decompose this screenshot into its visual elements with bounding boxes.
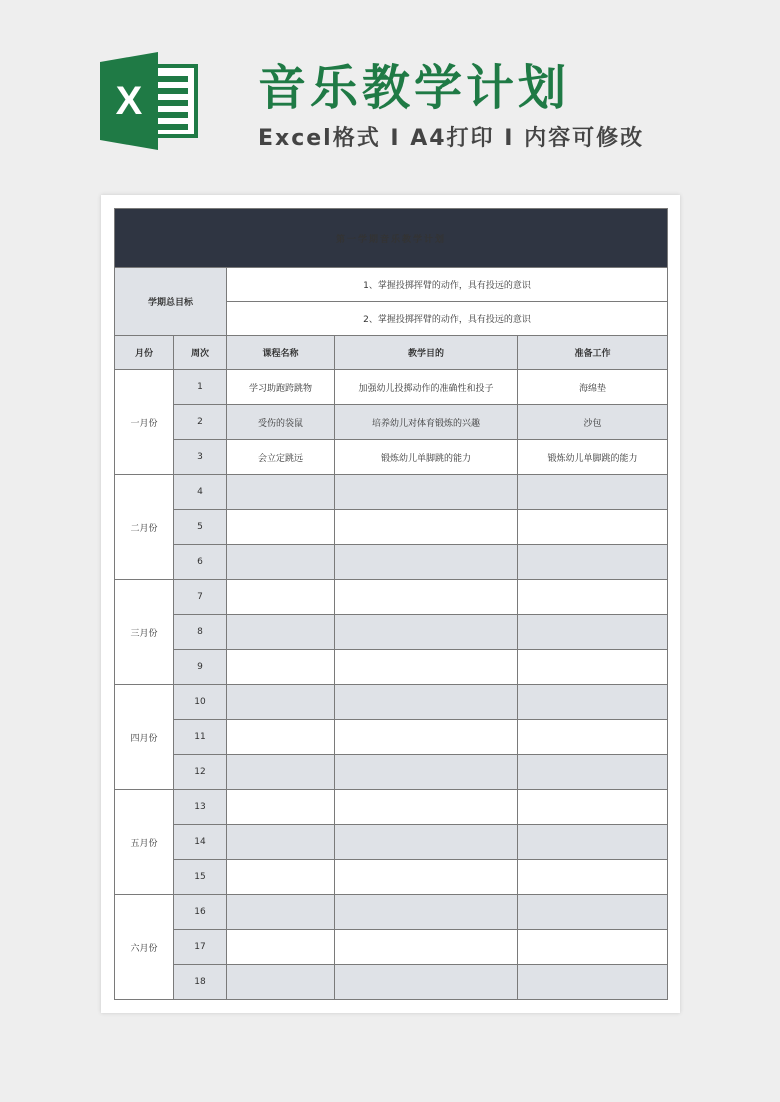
course-cell[interactable] <box>227 895 335 930</box>
course-cell[interactable]: 学习助跑跨跳物 <box>227 370 335 405</box>
month-label: 三月份 <box>115 580 174 685</box>
course-cell[interactable] <box>227 860 335 895</box>
page-header <box>0 0 780 195</box>
purpose-cell[interactable]: 培养幼儿对体育锻炼的兴趣 <box>335 405 518 440</box>
column-header-prep: 准备工作 <box>518 336 668 370</box>
course-cell[interactable] <box>227 790 335 825</box>
course-cell[interactable] <box>227 825 335 860</box>
goal-1: 1、掌握投掷挥臂的动作，具有投远的意识 <box>227 268 668 302</box>
prep-cell[interactable]: 锻炼幼儿单脚跳的能力 <box>518 440 668 475</box>
course-cell[interactable] <box>227 685 335 720</box>
week-number: 8 <box>174 615 227 650</box>
month-label: 四月份 <box>115 685 174 790</box>
purpose-cell[interactable] <box>335 755 518 790</box>
page-subtitle: Excel格式 I A4打印 I 内容可修改 <box>258 126 645 151</box>
column-header-course: 课程名称 <box>227 336 335 370</box>
week-number: 3 <box>174 440 227 475</box>
prep-cell[interactable] <box>518 965 668 1000</box>
prep-cell[interactable] <box>518 790 668 825</box>
week-number: 1 <box>174 370 227 405</box>
course-cell[interactable] <box>227 930 335 965</box>
week-number: 9 <box>174 650 227 685</box>
week-number: 16 <box>174 895 227 930</box>
purpose-cell[interactable] <box>335 825 518 860</box>
month-label: 五月份 <box>115 790 174 895</box>
sheet-title: 第一学期音乐教学计划 <box>115 209 668 268</box>
purpose-cell[interactable] <box>335 965 518 1000</box>
prep-cell[interactable]: 沙包 <box>518 405 668 440</box>
course-cell[interactable]: 受伤的袋鼠 <box>227 405 335 440</box>
prep-cell[interactable] <box>518 825 668 860</box>
prep-cell[interactable] <box>518 580 668 615</box>
prep-cell[interactable] <box>518 685 668 720</box>
column-header-week: 周次 <box>174 336 227 370</box>
purpose-cell[interactable] <box>335 650 518 685</box>
purpose-cell[interactable] <box>335 930 518 965</box>
purpose-cell[interactable] <box>335 475 518 510</box>
course-cell[interactable] <box>227 965 335 1000</box>
course-cell[interactable] <box>227 475 335 510</box>
prep-cell[interactable] <box>518 930 668 965</box>
goal-2: 2、掌握投掷挥臂的动作，具有投远的意识 <box>227 302 668 336</box>
week-number: 5 <box>174 510 227 545</box>
week-number: 11 <box>174 720 227 755</box>
purpose-cell[interactable]: 锻炼幼儿单脚跳的能力 <box>335 440 518 475</box>
prep-cell[interactable] <box>518 720 668 755</box>
week-number: 14 <box>174 825 227 860</box>
course-cell[interactable] <box>227 545 335 580</box>
course-cell[interactable]: 会立定跳远 <box>227 440 335 475</box>
excel-logo-icon <box>100 52 200 150</box>
goal-label: 学期总目标 <box>115 268 227 336</box>
course-cell[interactable] <box>227 615 335 650</box>
month-label: 六月份 <box>115 895 174 1000</box>
prep-cell[interactable] <box>518 545 668 580</box>
course-cell[interactable] <box>227 755 335 790</box>
spreadsheet-page <box>101 195 680 1013</box>
week-number: 4 <box>174 475 227 510</box>
week-number: 7 <box>174 580 227 615</box>
prep-cell[interactable] <box>518 860 668 895</box>
page-title: 音乐教学计划 <box>258 60 571 116</box>
purpose-cell[interactable] <box>335 545 518 580</box>
week-number: 15 <box>174 860 227 895</box>
course-cell[interactable] <box>227 650 335 685</box>
prep-cell[interactable] <box>518 510 668 545</box>
week-number: 12 <box>174 755 227 790</box>
prep-cell[interactable] <box>518 650 668 685</box>
purpose-cell[interactable] <box>335 895 518 930</box>
week-number: 10 <box>174 685 227 720</box>
purpose-cell[interactable]: 加强幼儿投掷动作的准确性和投子 <box>335 370 518 405</box>
course-cell[interactable] <box>227 510 335 545</box>
column-header-purpose: 教学目的 <box>335 336 518 370</box>
week-number: 17 <box>174 930 227 965</box>
week-number: 18 <box>174 965 227 1000</box>
month-label: 二月份 <box>115 475 174 580</box>
course-cell[interactable] <box>227 720 335 755</box>
purpose-cell[interactable] <box>335 510 518 545</box>
prep-cell[interactable] <box>518 755 668 790</box>
logo-letter: X <box>115 79 143 123</box>
purpose-cell[interactable] <box>335 720 518 755</box>
purpose-cell[interactable] <box>335 860 518 895</box>
prep-cell[interactable] <box>518 895 668 930</box>
prep-cell[interactable] <box>518 615 668 650</box>
week-number: 6 <box>174 545 227 580</box>
week-number: 13 <box>174 790 227 825</box>
purpose-cell[interactable] <box>335 685 518 720</box>
course-cell[interactable] <box>227 580 335 615</box>
week-number: 2 <box>174 405 227 440</box>
purpose-cell[interactable] <box>335 790 518 825</box>
column-header-month: 月份 <box>115 336 174 370</box>
month-label: 一月份 <box>115 370 174 475</box>
prep-cell[interactable]: 海绵垫 <box>518 370 668 405</box>
plan-table <box>114 208 668 1000</box>
prep-cell[interactable] <box>518 475 668 510</box>
purpose-cell[interactable] <box>335 580 518 615</box>
purpose-cell[interactable] <box>335 615 518 650</box>
